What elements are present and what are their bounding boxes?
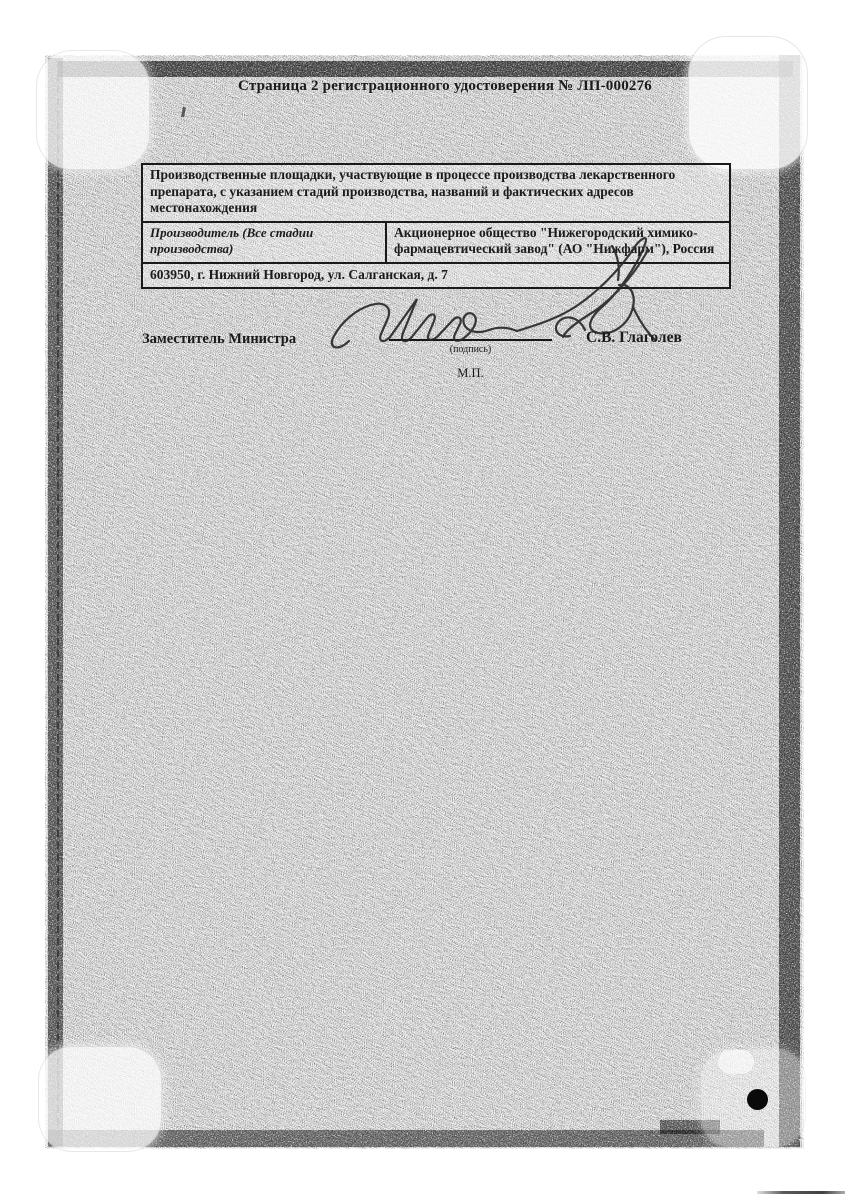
producer-stage-cell: Производитель (Все стадии производства) (143, 223, 387, 262)
producer-name-cell: Акционерное общество "Нижегородский химико-фармацевтический завод" (АО "Нижфарм"), Россия (394, 224, 715, 256)
signer-position-title: Заместитель Министра (142, 331, 297, 347)
page-title: Страница 2 регистрационного удостоверения № ЛП-000276 (238, 78, 652, 94)
table-row-address: 603950, г. Нижний Новгород, ул. Салганская, д. 7 (150, 266, 448, 282)
table-header-cell: Производственные площадки, участвующие в процессе производства лекарственного препарата, с указанием стадий производства, названий и фактических адресов местонахождения (143, 165, 729, 223)
stamp-place-label: М.П. (457, 366, 484, 380)
signer-name: С.В. Глаголев (586, 329, 682, 346)
hole-punch-mark (747, 1089, 768, 1110)
signature-caption: (подпись) (449, 344, 492, 355)
